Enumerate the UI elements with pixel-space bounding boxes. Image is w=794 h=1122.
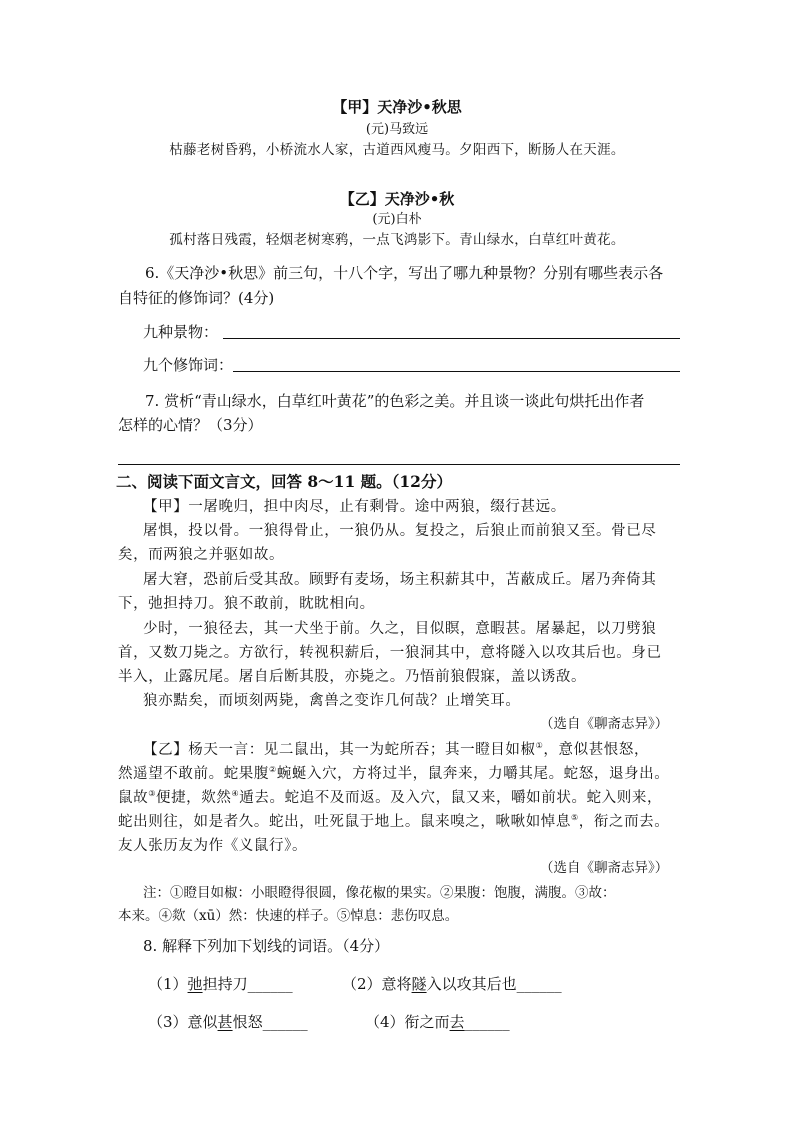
- note-marker: ⑤: [571, 813, 579, 823]
- jia-line: 半入，止露尻尾。屠自后断其股，亦毙之。乃悟前狼假寐，盖以诱敌。: [118, 669, 587, 685]
- yi-line: 友人张历友为作《义鼠行》。: [118, 838, 308, 854]
- q6-line1: 6.《天净沙•秋思》前三句，十八个字，写出了哪九种景物？分别有哪些表示各: [145, 264, 664, 282]
- jia-line: 首，又数刀毙之。方欲行，转视积薪后，一狼洞其中，意将隧入以攻其后也。身已: [118, 645, 662, 661]
- jia-line: 少时，一狼径去，其一犬坐于前。久之，目似瞑，意暇甚。屠暴起，以刀劈狼: [143, 621, 657, 637]
- yi-line: 然遥望不敢前。蛇果腹②蜿蜒入穴，方将过半，鼠奔来，力嚼其尾。蛇怒，退身出。: [118, 765, 670, 782]
- jia-line: 矣，而两狼之并驱如故。: [118, 547, 285, 563]
- poem2-author: (元)白朴: [372, 212, 422, 227]
- note-marker: ③: [148, 789, 156, 799]
- poem2-text: 孤村落日残霞，轻烟老树寒鸦，一点飞鸿影下。青山绿水，白草红叶黄花。: [169, 232, 625, 248]
- annotation-line: 注：①瞪目如椒：小眼瞪得很圆，像花椒的果实。②果腹：饱腹，满腹。③故：: [143, 885, 616, 901]
- poem1-author: (元)马致远: [365, 122, 429, 137]
- note-marker: ②: [269, 765, 277, 775]
- q6-line2: 自特征的修饰词？(4分): [118, 289, 275, 307]
- q7-line2: 怎样的心情？（3分）: [118, 416, 263, 434]
- jia-source: （选自《聊斋志异》）: [540, 716, 669, 732]
- yi-line: 蛇出则往，如是者久。蛇出，吐死鼠于地上。鼠来嗅之，啾啾如悼息⑤，衔之而去。: [118, 813, 670, 830]
- poem2-title: 【乙】天净沙•秋: [339, 190, 455, 208]
- jia-line: 狼亦黠矣，而顷刻两毙，禽兽之变诈几何哉？止增笑耳。: [143, 693, 521, 709]
- jia-line: 【甲】一屠晚归，担中肉尽，止有剩骨。途中两狼，缀行甚远。: [143, 499, 566, 515]
- yi-line: 【乙】杨天一言：见二鼠出，其一为蛇所吞；其一瞪目如椒①，意似甚恨怒，: [143, 741, 650, 758]
- q6-answer2-label: 九个修饰词：: [143, 356, 234, 374]
- q8-item-1: （1）弛担持刀______: [148, 975, 293, 993]
- yi-line: 鼠故③便捷，欻然④遁去。蛇追不及而返。及入穴，鼠又来，嚼如前状。蛇入则来，: [118, 789, 663, 806]
- note-marker: ④: [231, 789, 240, 799]
- poem1-text: 枯藤老树昏鸦，小桥流水人家，古道西风瘦马。夕阳西下，断肠人在天涯。: [169, 142, 625, 158]
- q8-item-3: （3）意似甚恨怒______: [148, 1013, 308, 1031]
- note-marker: ①: [535, 741, 544, 751]
- q6-answer2-line[interactable]: [233, 371, 680, 372]
- q8-title: 8. 解释下列加下划线的词语。（4分）: [143, 937, 390, 955]
- annotation-line: 本来。④欻（xū）然：快速的样子。⑤悼息：悲伤叹息。: [118, 908, 459, 924]
- q6-answer1-label: 九种景物：: [143, 323, 219, 341]
- yi-source: （选自《聊斋志异》）: [540, 860, 669, 876]
- jia-line: 屠大窘，恐前后受其敌。顾野有麦场，场主积薪其中，苫蔽成丘。屠乃奔倚其: [143, 572, 657, 588]
- q7-answer-line[interactable]: [118, 464, 680, 465]
- q8-item-4: （4）衔之而去______: [365, 1013, 510, 1031]
- section2-heading: 二、阅读下面文言文，回答 8～11 题。（12分）: [116, 472, 452, 491]
- poem1-title: 【甲】天净沙•秋思: [332, 98, 462, 116]
- q7-line1: 7. 赏析“青山绿水，白草红叶黄花”的色彩之美。并且谈一谈此句烘托出作者: [145, 392, 645, 410]
- jia-line: 下，弛担持刀。狼不敢前，眈眈相向。: [118, 596, 375, 612]
- jia-line: 屠惧，投以骨。一狼得骨止，一狼仍从。复投之，后狼止而前狼又至。骨已尽: [143, 523, 657, 539]
- q8-item-2: （2）意将隧入以攻其后也______: [342, 975, 562, 993]
- q6-answer1-line[interactable]: [223, 338, 680, 339]
